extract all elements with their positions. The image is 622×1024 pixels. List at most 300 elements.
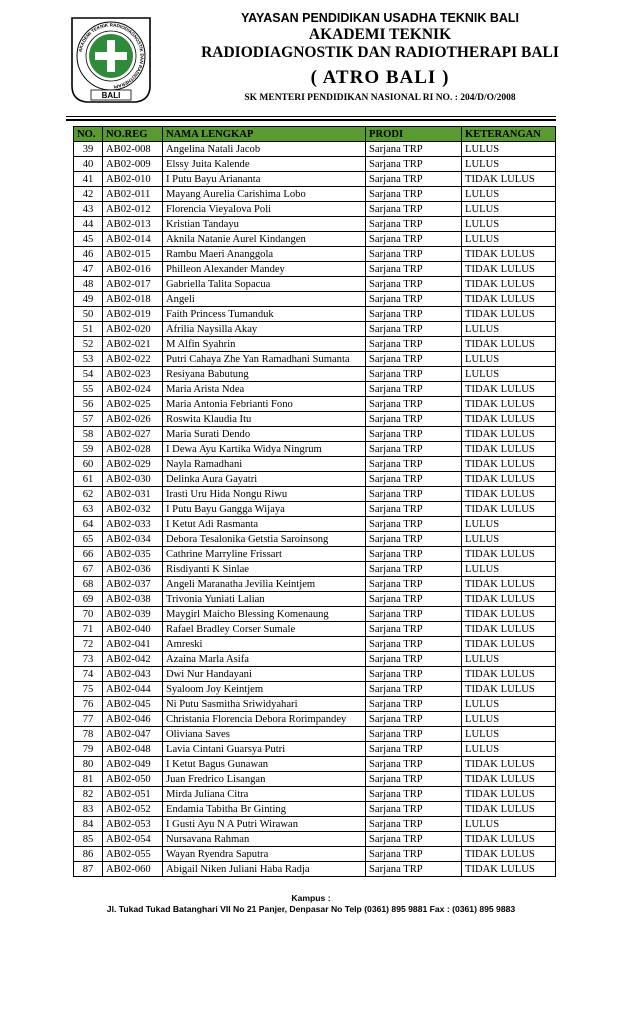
cell-keterangan: LULUS	[462, 697, 556, 712]
cell-keterangan: TIDAK LULUS	[462, 637, 556, 652]
cell-name: Dwi Nur Handayani	[163, 667, 366, 682]
cell-keterangan: TIDAK LULUS	[462, 412, 556, 427]
cell-noreg: AB02-010	[103, 172, 163, 187]
cell-name: I Ketut Adi Rasmanta	[163, 517, 366, 532]
cell-prodi: Sarjana TRP	[366, 607, 462, 622]
cell-no: 73	[74, 652, 103, 667]
cell-prodi: Sarjana TRP	[366, 367, 462, 382]
table-row	[74, 442, 556, 457]
cell-noreg: AB02-023	[103, 367, 163, 382]
cell-keterangan: TIDAK LULUS	[462, 757, 556, 772]
academy-logo	[68, 14, 154, 106]
cell-noreg: AB02-014	[103, 232, 163, 247]
cell-prodi: Sarjana TRP	[366, 547, 462, 562]
cell-keterangan: LULUS	[462, 712, 556, 727]
col-header-name: NAMA LENGKAP	[163, 127, 366, 142]
cell-name: Aknila Natanie Aurel Kindangen	[163, 232, 366, 247]
cell-prodi: Sarjana TRP	[366, 637, 462, 652]
cell-no: 54	[74, 367, 103, 382]
table-row	[74, 487, 556, 502]
cell-keterangan: TIDAK LULUS	[462, 442, 556, 457]
cell-noreg: AB02-050	[103, 772, 163, 787]
header-divider-thick	[66, 119, 556, 121]
footer-campus-label: Kampus :	[291, 893, 331, 903]
cell-no: 60	[74, 457, 103, 472]
cell-no: 46	[74, 247, 103, 262]
cell-prodi: Sarjana TRP	[366, 157, 462, 172]
cell-keterangan: LULUS	[462, 742, 556, 757]
cell-no: 62	[74, 487, 103, 502]
col-header-noreg: NO.REG	[103, 127, 163, 142]
cell-no: 86	[74, 847, 103, 862]
cell-no: 39	[74, 142, 103, 157]
cell-keterangan: LULUS	[462, 322, 556, 337]
cell-noreg: AB02-009	[103, 157, 163, 172]
cell-no: 53	[74, 352, 103, 367]
cell-name: Juan Fredrico Lisangan	[163, 772, 366, 787]
academy-short-name: ( ATRO BALI )	[310, 67, 450, 88]
cell-keterangan: LULUS	[462, 652, 556, 667]
cell-keterangan: TIDAK LULUS	[462, 847, 556, 862]
cell-name: Nayla Ramadhani	[163, 457, 366, 472]
table-row	[74, 172, 556, 187]
cell-noreg: AB02-011	[103, 187, 163, 202]
cell-noreg: AB02-028	[103, 442, 163, 457]
cell-prodi: Sarjana TRP	[366, 562, 462, 577]
table-row	[74, 742, 556, 757]
cell-name: Afrilia Naysilla Akay	[163, 322, 366, 337]
cell-keterangan: TIDAK LULUS	[462, 682, 556, 697]
cell-noreg: AB02-029	[103, 457, 163, 472]
cell-keterangan: LULUS	[462, 532, 556, 547]
cell-name: Wayan Ryendra Saputra	[163, 847, 366, 862]
logo-bottom-text: BALI	[101, 91, 121, 100]
table-header-row	[74, 127, 556, 142]
cell-no: 55	[74, 382, 103, 397]
cell-no: 80	[74, 757, 103, 772]
cell-prodi: Sarjana TRP	[366, 682, 462, 697]
table-row	[74, 382, 556, 397]
cell-noreg: AB02-017	[103, 277, 163, 292]
cell-noreg: AB02-039	[103, 607, 163, 622]
table-row	[74, 622, 556, 637]
cell-name: Angeli Maranatha Jevilia Keintjem	[163, 577, 366, 592]
cell-name: Mayang Aurelia Carishima Lobo	[163, 187, 366, 202]
cell-keterangan: TIDAK LULUS	[462, 172, 556, 187]
cell-noreg: AB02-036	[103, 562, 163, 577]
table-row	[74, 307, 556, 322]
cell-name: I Putu Bayu Ariananta	[163, 172, 366, 187]
table-row	[74, 157, 556, 172]
cell-noreg: AB02-012	[103, 202, 163, 217]
cell-name: Mirda Juliana Citra	[163, 787, 366, 802]
table-row	[74, 532, 556, 547]
cell-no: 85	[74, 832, 103, 847]
cell-no: 59	[74, 442, 103, 457]
cell-name: M Alfin Syahrin	[163, 337, 366, 352]
cell-prodi: Sarjana TRP	[366, 517, 462, 532]
cell-prodi: Sarjana TRP	[366, 502, 462, 517]
cell-no: 83	[74, 802, 103, 817]
cell-noreg: AB02-008	[103, 142, 163, 157]
cell-keterangan: TIDAK LULUS	[462, 667, 556, 682]
cell-keterangan: LULUS	[462, 817, 556, 832]
cell-prodi: Sarjana TRP	[366, 247, 462, 262]
table-row	[74, 862, 556, 877]
cell-keterangan: TIDAK LULUS	[462, 247, 556, 262]
cell-no: 82	[74, 787, 103, 802]
cell-prodi: Sarjana TRP	[366, 292, 462, 307]
cell-name: I Gusti Ayu N A Putri Wirawan	[163, 817, 366, 832]
cell-keterangan: TIDAK LULUS	[462, 277, 556, 292]
cell-prodi: Sarjana TRP	[366, 172, 462, 187]
cell-noreg: AB02-034	[103, 532, 163, 547]
cell-prodi: Sarjana TRP	[366, 412, 462, 427]
cell-keterangan: LULUS	[462, 142, 556, 157]
cell-prodi: Sarjana TRP	[366, 712, 462, 727]
cell-no: 41	[74, 172, 103, 187]
decree-number: SK MENTERI PENDIDIKAN NASIONAL RI NO. : 204/D/O/2008	[244, 93, 516, 103]
cell-name: Angeli	[163, 292, 366, 307]
cell-name: Kristian Tandayu	[163, 217, 366, 232]
letterhead	[0, 0, 622, 120]
table-row	[74, 682, 556, 697]
cell-no: 49	[74, 292, 103, 307]
cell-name: Putri Cahaya Zhe Yan Ramadhani Sumanta	[163, 352, 366, 367]
cell-noreg: AB02-053	[103, 817, 163, 832]
cell-prodi: Sarjana TRP	[366, 427, 462, 442]
cell-name: Trivonia Yuniati Lalian	[163, 592, 366, 607]
cell-prodi: Sarjana TRP	[366, 457, 462, 472]
cell-no: 84	[74, 817, 103, 832]
cell-noreg: AB02-025	[103, 397, 163, 412]
cell-no: 68	[74, 577, 103, 592]
cell-keterangan: TIDAK LULUS	[462, 397, 556, 412]
table-row	[74, 787, 556, 802]
cell-prodi: Sarjana TRP	[366, 847, 462, 862]
graduation-results-table	[73, 126, 556, 877]
cell-name: Oliviana Saves	[163, 727, 366, 742]
cell-noreg: AB02-026	[103, 412, 163, 427]
cell-no: 43	[74, 202, 103, 217]
table-row	[74, 667, 556, 682]
cell-prodi: Sarjana TRP	[366, 802, 462, 817]
table-row	[74, 337, 556, 352]
cell-name: Debora Tesalonika Getstia Saroinsong	[163, 532, 366, 547]
table-row	[74, 142, 556, 157]
table-row	[74, 187, 556, 202]
cell-keterangan: TIDAK LULUS	[462, 262, 556, 277]
cell-name: Elssy Juita Kalende	[163, 157, 366, 172]
cell-no: 52	[74, 337, 103, 352]
cell-keterangan: TIDAK LULUS	[462, 832, 556, 847]
cell-name: Amreski	[163, 637, 366, 652]
cell-no: 77	[74, 712, 103, 727]
cell-no: 45	[74, 232, 103, 247]
cell-keterangan: TIDAK LULUS	[462, 502, 556, 517]
cell-no: 63	[74, 502, 103, 517]
cell-noreg: AB02-052	[103, 802, 163, 817]
cell-noreg: AB02-043	[103, 667, 163, 682]
academy-name-line2: RADIODIAGNOSTIK DAN RADIOTHERAPI BALI	[201, 44, 559, 61]
table-row	[74, 847, 556, 862]
footer	[0, 893, 622, 915]
cell-keterangan: TIDAK LULUS	[462, 487, 556, 502]
table-row	[74, 562, 556, 577]
cell-keterangan: LULUS	[462, 202, 556, 217]
cell-no: 81	[74, 772, 103, 787]
cell-noreg: AB02-049	[103, 757, 163, 772]
cell-name: Angelina Natali Jacob	[163, 142, 366, 157]
cell-noreg: AB02-054	[103, 832, 163, 847]
cell-noreg: AB02-044	[103, 682, 163, 697]
cell-prodi: Sarjana TRP	[366, 757, 462, 772]
cell-name: I Dewa Ayu Kartika Widya Ningrum	[163, 442, 366, 457]
table-row	[74, 292, 556, 307]
cell-keterangan: TIDAK LULUS	[462, 787, 556, 802]
cell-keterangan: LULUS	[462, 517, 556, 532]
cell-noreg: AB02-040	[103, 622, 163, 637]
cell-name: Delinka Aura Gayatri	[163, 472, 366, 487]
table-row	[74, 607, 556, 622]
logo-ring-text: AKADEMI TEKNIK RADIODIAGNOSTIK DAN RADIOTHERAPI	[77, 22, 145, 90]
cell-noreg: AB02-038	[103, 592, 163, 607]
cell-keterangan: LULUS	[462, 232, 556, 247]
cell-prodi: Sarjana TRP	[366, 322, 462, 337]
table-row	[74, 637, 556, 652]
cell-name: Irasti Uru Hida Nongu Riwu	[163, 487, 366, 502]
cell-noreg: AB02-060	[103, 862, 163, 877]
cell-keterangan: TIDAK LULUS	[462, 802, 556, 817]
cell-keterangan: LULUS	[462, 562, 556, 577]
table-row	[74, 817, 556, 832]
cell-keterangan: TIDAK LULUS	[462, 382, 556, 397]
cell-prodi: Sarjana TRP	[366, 727, 462, 742]
cell-prodi: Sarjana TRP	[366, 817, 462, 832]
cell-name: Philleon Alexander Mandey	[163, 262, 366, 277]
table-row	[74, 592, 556, 607]
cell-name: I Putu Bayu Gangga Wijaya	[163, 502, 366, 517]
table-row	[74, 427, 556, 442]
col-header-no: NO.	[74, 127, 103, 142]
cell-name: Abigail Niken Juliani Haba Radja	[163, 862, 366, 877]
table-row	[74, 757, 556, 772]
cell-name: Syaloom Joy Keintjem	[163, 682, 366, 697]
cell-noreg: AB02-045	[103, 697, 163, 712]
cell-keterangan: TIDAK LULUS	[462, 292, 556, 307]
cell-prodi: Sarjana TRP	[366, 232, 462, 247]
cell-keterangan: LULUS	[462, 187, 556, 202]
cell-name: Faith Princess Tumanduk	[163, 307, 366, 322]
cell-noreg: AB02-051	[103, 787, 163, 802]
cell-no: 56	[74, 397, 103, 412]
cell-prodi: Sarjana TRP	[366, 202, 462, 217]
cell-noreg: AB02-016	[103, 262, 163, 277]
cell-keterangan: TIDAK LULUS	[462, 427, 556, 442]
cell-prodi: Sarjana TRP	[366, 862, 462, 877]
cell-prodi: Sarjana TRP	[366, 592, 462, 607]
cell-noreg: AB02-015	[103, 247, 163, 262]
cell-name: Maygirl Maicho Blessing Komenaung	[163, 607, 366, 622]
cell-noreg: AB02-020	[103, 322, 163, 337]
table-row	[74, 217, 556, 232]
cell-noreg: AB02-042	[103, 652, 163, 667]
cell-no: 71	[74, 622, 103, 637]
cell-no: 70	[74, 607, 103, 622]
cell-name: Risdiyanti K Sinlae	[163, 562, 366, 577]
cell-prodi: Sarjana TRP	[366, 442, 462, 457]
cell-no: 69	[74, 592, 103, 607]
cell-prodi: Sarjana TRP	[366, 652, 462, 667]
cell-noreg: AB02-048	[103, 742, 163, 757]
cell-no: 65	[74, 532, 103, 547]
cell-no: 72	[74, 637, 103, 652]
cell-keterangan: LULUS	[462, 727, 556, 742]
cell-no: 48	[74, 277, 103, 292]
cell-prodi: Sarjana TRP	[366, 382, 462, 397]
table-row	[74, 232, 556, 247]
cell-prodi: Sarjana TRP	[366, 397, 462, 412]
cell-prodi: Sarjana TRP	[366, 832, 462, 847]
cell-prodi: Sarjana TRP	[366, 487, 462, 502]
cell-prodi: Sarjana TRP	[366, 187, 462, 202]
cell-name: Maria Surati Dendo	[163, 427, 366, 442]
cell-keterangan: TIDAK LULUS	[462, 622, 556, 637]
academy-name-line1: AKADEMI TEKNIK	[308, 26, 452, 43]
table-row	[74, 517, 556, 532]
table-row	[74, 247, 556, 262]
cell-prodi: Sarjana TRP	[366, 262, 462, 277]
table-row	[74, 772, 556, 787]
cell-no: 61	[74, 472, 103, 487]
table-row	[74, 352, 556, 367]
cell-prodi: Sarjana TRP	[366, 772, 462, 787]
cell-prodi: Sarjana TRP	[366, 577, 462, 592]
table-row	[74, 202, 556, 217]
cell-noreg: AB02-032	[103, 502, 163, 517]
cell-noreg: AB02-018	[103, 292, 163, 307]
cell-name: Rambu Maeri Ananggola	[163, 247, 366, 262]
cell-keterangan: TIDAK LULUS	[462, 457, 556, 472]
table-row	[74, 652, 556, 667]
cell-no: 74	[74, 667, 103, 682]
table-row	[74, 412, 556, 427]
cell-noreg: AB02-033	[103, 517, 163, 532]
cell-keterangan: TIDAK LULUS	[462, 592, 556, 607]
table-row	[74, 697, 556, 712]
cell-prodi: Sarjana TRP	[366, 787, 462, 802]
table-row	[74, 577, 556, 592]
cell-name: Roswita Klaudia Itu	[163, 412, 366, 427]
cell-name: Nursavana Rahman	[163, 832, 366, 847]
cell-keterangan: TIDAK LULUS	[462, 337, 556, 352]
cell-name: I Ketut Bagus Gunawan	[163, 757, 366, 772]
cell-keterangan: LULUS	[462, 352, 556, 367]
cell-noreg: AB02-047	[103, 727, 163, 742]
table-row	[74, 802, 556, 817]
cell-name: Azaina Marla Asifa	[163, 652, 366, 667]
table-row	[74, 547, 556, 562]
cell-prodi: Sarjana TRP	[366, 532, 462, 547]
cell-prodi: Sarjana TRP	[366, 307, 462, 322]
cell-noreg: AB02-022	[103, 352, 163, 367]
table-row	[74, 502, 556, 517]
cell-no: 66	[74, 547, 103, 562]
cell-noreg: AB02-055	[103, 847, 163, 862]
cell-noreg: AB02-037	[103, 577, 163, 592]
cell-prodi: Sarjana TRP	[366, 697, 462, 712]
cell-no: 51	[74, 322, 103, 337]
cell-no: 75	[74, 682, 103, 697]
cell-prodi: Sarjana TRP	[366, 217, 462, 232]
cell-noreg: AB02-021	[103, 337, 163, 352]
cell-name: Maria Antonia Febrianti Fono	[163, 397, 366, 412]
table-row	[74, 472, 556, 487]
cell-no: 57	[74, 412, 103, 427]
cell-name: Lavia Cintani Guarsya Putri	[163, 742, 366, 757]
cell-prodi: Sarjana TRP	[366, 277, 462, 292]
table-row	[74, 367, 556, 382]
cell-no: 58	[74, 427, 103, 442]
foundation-name: YAYASAN PENDIDIKAN USADHA TEKNIK BALI	[240, 11, 520, 25]
cell-keterangan: TIDAK LULUS	[462, 862, 556, 877]
cell-noreg: AB02-035	[103, 547, 163, 562]
letterhead-titles	[160, 10, 600, 105]
cell-no: 47	[74, 262, 103, 277]
table-row	[74, 322, 556, 337]
cell-no: 87	[74, 862, 103, 877]
cell-no: 42	[74, 187, 103, 202]
cell-noreg: AB02-031	[103, 487, 163, 502]
cell-name: Gabriella Talita Sopacua	[163, 277, 366, 292]
cell-name: Rafael Bradley Corser Sumale	[163, 622, 366, 637]
col-header-keterangan: KETERANGAN	[462, 127, 556, 142]
table-row	[74, 727, 556, 742]
table-row	[74, 262, 556, 277]
cell-keterangan: LULUS	[462, 157, 556, 172]
cell-keterangan: TIDAK LULUS	[462, 772, 556, 787]
table-row	[74, 277, 556, 292]
header-divider	[66, 116, 556, 117]
table-row	[74, 457, 556, 472]
cell-prodi: Sarjana TRP	[366, 667, 462, 682]
cell-no: 50	[74, 307, 103, 322]
cell-prodi: Sarjana TRP	[366, 142, 462, 157]
cell-noreg: AB02-024	[103, 382, 163, 397]
cell-name: Maria Arista Ndea	[163, 382, 366, 397]
cell-name: Christania Florencia Debora Rorimpandey	[163, 712, 366, 727]
cell-keterangan: TIDAK LULUS	[462, 547, 556, 562]
cell-name: Endamia Tabitha Br Ginting	[163, 802, 366, 817]
cell-noreg: AB02-013	[103, 217, 163, 232]
cell-noreg: AB02-027	[103, 427, 163, 442]
cell-no: 44	[74, 217, 103, 232]
cell-name: Cathrine Marryline Frissart	[163, 547, 366, 562]
cell-keterangan: TIDAK LULUS	[462, 577, 556, 592]
cell-prodi: Sarjana TRP	[366, 472, 462, 487]
cell-keterangan: TIDAK LULUS	[462, 307, 556, 322]
cell-keterangan: TIDAK LULUS	[462, 607, 556, 622]
cell-name: Florencia Vieyalova Poli	[163, 202, 366, 217]
cell-name: Ni Putu Sasmitha Sriwidyahari	[163, 697, 366, 712]
cell-no: 79	[74, 742, 103, 757]
cell-noreg: AB02-041	[103, 637, 163, 652]
cell-no: 40	[74, 157, 103, 172]
footer-address: Jl. Tukad Tukad Batanghari VII No 21 Panjer, Denpasar No Telp (0361) 895 9881 Fax : (0361) 895 9883	[106, 904, 516, 914]
cell-keterangan: LULUS	[462, 217, 556, 232]
cell-noreg: AB02-030	[103, 472, 163, 487]
cell-no: 78	[74, 727, 103, 742]
